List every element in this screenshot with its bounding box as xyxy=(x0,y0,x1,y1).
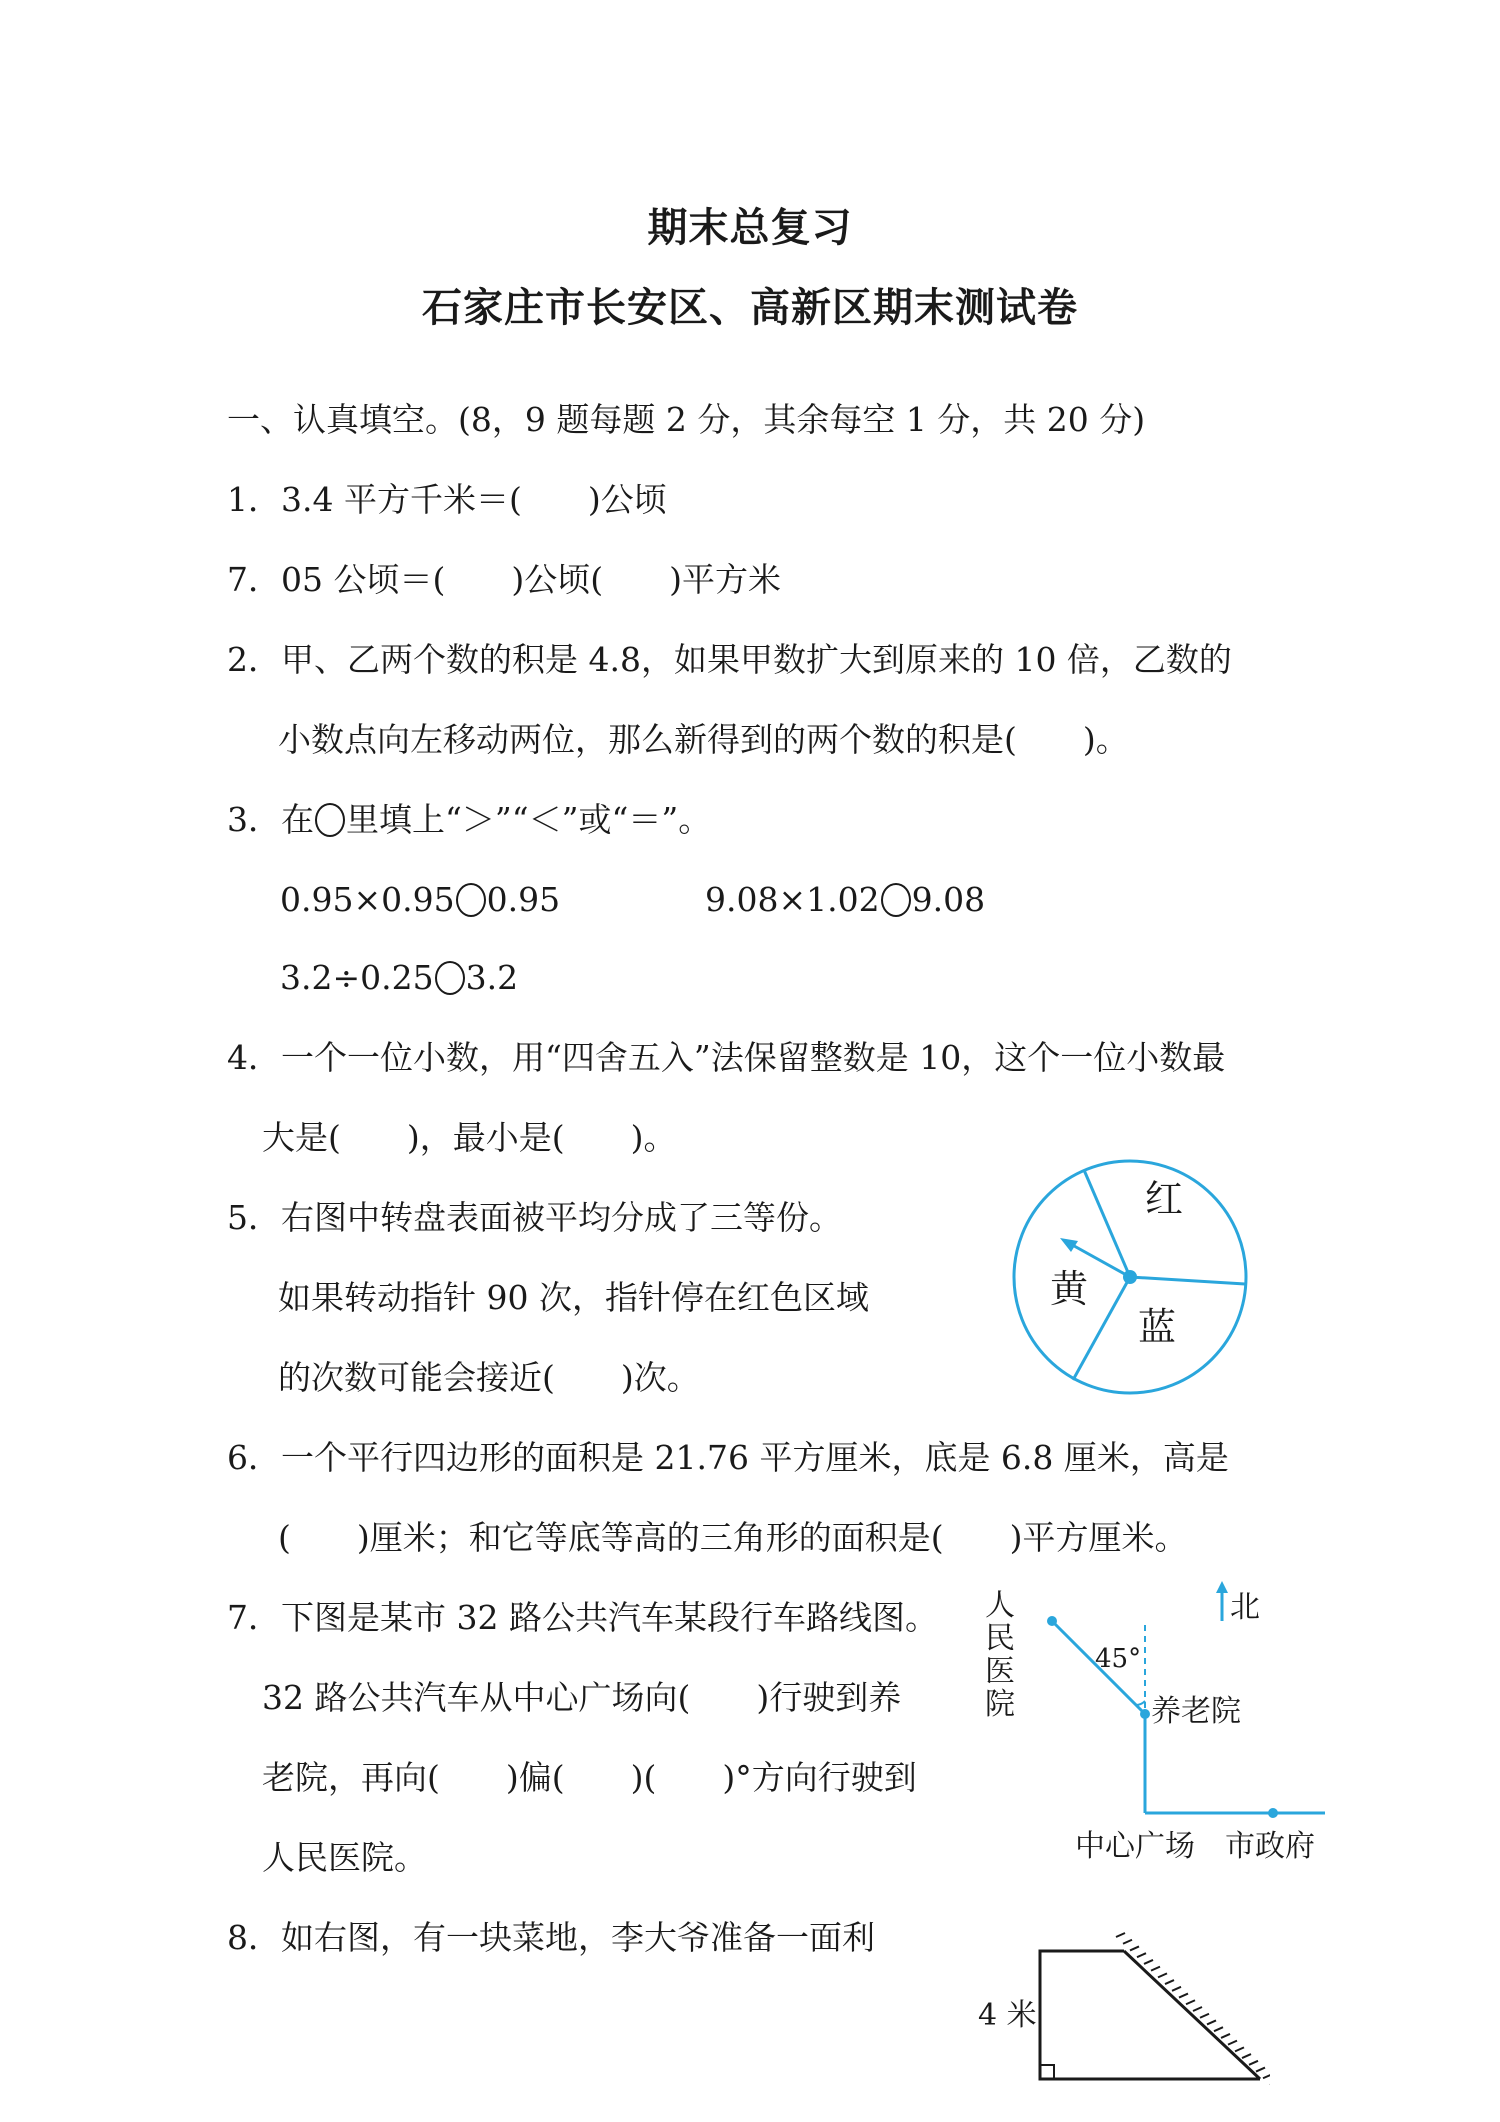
answer-circle-icon[interactable] xyxy=(881,883,911,917)
pointer-arrowhead-icon xyxy=(1060,1238,1078,1252)
hatch-mark xyxy=(1144,1960,1153,1964)
hatch-mark xyxy=(1172,1987,1181,1991)
question-3-prefix: 3．在 xyxy=(227,800,314,839)
question-6-line-2: ( )厘米；和它等底等高的三角形的面积是( )平方厘米。 xyxy=(278,1518,1188,1557)
hatch-mark xyxy=(1116,1933,1125,1937)
question-3-suffix: 里填上“＞”“＜”或“＝”。 xyxy=(346,800,712,839)
side-length-label: 4 米 xyxy=(978,1998,1037,2033)
section-heading: 一、认真填空。(8，9 题每题 2 分，其余每空 1 分，共 20 分) xyxy=(227,400,1146,439)
angle-label: 45° xyxy=(1095,1644,1142,1674)
question-5-line-1: 5．右图中转盘表面被平均分成了三等份。 xyxy=(227,1198,842,1237)
question-1: 1．3.4 平方千米＝( )公顷 xyxy=(227,480,667,519)
expression-left: 0.95×0.95 xyxy=(280,880,455,919)
city-hall-label: 市政府 xyxy=(1225,1829,1315,1864)
hatch-mark xyxy=(1221,2034,1230,2038)
hatch-mark xyxy=(1130,1946,1139,1950)
compare-expression-3 xyxy=(280,958,518,998)
spinner-label-yellow: 黄 xyxy=(1050,1267,1089,1311)
hospital-label: 院 xyxy=(985,1687,1015,1722)
hospital-label: 医 xyxy=(985,1654,1015,1689)
spinner-divider xyxy=(1084,1170,1130,1277)
question-5-line-2: 如果转动指针 90 次，指针停在红色区域 xyxy=(278,1278,869,1317)
page-subtitle: 石家庄市长安区、高新区期末测试卷 xyxy=(422,285,1078,331)
hatch-mark xyxy=(1165,1980,1174,1984)
elder-home-label: 养老院 xyxy=(1151,1694,1241,1729)
hatch-mark xyxy=(1214,2027,1223,2031)
expression-left: 3.2÷0.25 xyxy=(280,958,434,997)
question-2-line-1: 2．甲、乙两个数的积是 4.8，如果甲数扩大到原来的 10 倍，乙数的 xyxy=(227,640,1232,679)
compare-expression-1 xyxy=(280,880,560,920)
field-outline xyxy=(1040,1951,1260,2079)
question-7-line-1: 7．下图是某市 32 路公共汽车某段行车路线图。 xyxy=(227,1598,938,1637)
wall-line xyxy=(1124,1951,1260,2079)
answer-circle-icon[interactable] xyxy=(456,883,486,917)
question-3 xyxy=(227,800,711,840)
compare-expression-2 xyxy=(705,880,985,920)
answer-circle-icon[interactable] xyxy=(435,961,465,995)
right-angle-mark xyxy=(1040,2065,1054,2079)
route-map-diagram xyxy=(975,1575,1345,1875)
hatch-mark xyxy=(1228,2041,1237,2045)
question-2-line-2: 小数点向左移动两位，那么新得到的两个数的积是( )。 xyxy=(278,720,1129,759)
expression-right: 3.2 xyxy=(465,958,519,997)
hospital-label: 民 xyxy=(985,1621,1015,1656)
question-7-line-2: 32 路公共汽车从中心广场向( )行驶到养 xyxy=(262,1678,902,1717)
hatch-mark xyxy=(1249,2061,1258,2065)
hatch-mark xyxy=(1137,1953,1146,1957)
blank-circle-icon xyxy=(315,803,345,837)
hatch-mark xyxy=(1263,2074,1270,2078)
hatch-mark xyxy=(1207,2020,1216,2024)
page-title: 期末总复习 xyxy=(647,205,853,251)
expression-right: 0.95 xyxy=(486,880,561,919)
vegetable-field-diagram xyxy=(970,1925,1270,2105)
spinner-label-red: 红 xyxy=(1145,1177,1184,1221)
question-4-line-2: 大是( )，最小是( )。 xyxy=(262,1118,677,1157)
question-7-line-3: 老院，再向( )偏( )( )°方向行驶到 xyxy=(262,1758,917,1797)
question-5-line-3: 的次数可能会接近( )次。 xyxy=(278,1358,700,1397)
question-4-line-1: 4．一个一位小数，用“四舍五入”法保留整数是 10，这个一位小数最 xyxy=(227,1038,1226,1077)
spinner-center xyxy=(1123,1270,1137,1284)
hatch-mark xyxy=(1256,2068,1265,2072)
expression-left: 9.08×1.02 xyxy=(705,880,880,919)
spinner-divider xyxy=(1130,1277,1245,1284)
question-7-line-4: 人民医院。 xyxy=(262,1838,427,1877)
hatch-mark xyxy=(1123,1940,1132,1944)
wall-hatch-marks xyxy=(1116,1933,1270,2085)
hatch-mark xyxy=(1179,1994,1188,1998)
hatch-mark xyxy=(1242,2054,1251,2058)
city-hall-stop xyxy=(1268,1808,1278,1818)
hospital-label: 人 xyxy=(985,1588,1015,1623)
hatch-mark xyxy=(1193,2007,1202,2011)
spinner-diagram xyxy=(1005,1152,1255,1402)
hatch-mark xyxy=(1151,1967,1160,1971)
north-arrowhead-icon xyxy=(1216,1581,1228,1593)
question-8-line-1: 8．如右图，有一块菜地，李大爷准备一面利 xyxy=(227,1918,875,1957)
hatch-mark xyxy=(1158,1973,1167,1977)
hatch-mark xyxy=(1235,2047,1244,2051)
question-1-part-b: 7．05 公顷＝( )公顷( )平方米 xyxy=(227,560,781,599)
hatch-mark xyxy=(1186,2000,1195,2004)
center-square-label: 中心广场 xyxy=(1075,1829,1195,1864)
north-label: 北 xyxy=(1230,1590,1260,1625)
question-6-line-1: 6．一个平行四边形的面积是 21.76 平方厘米，底是 6.8 厘米，高是 xyxy=(227,1438,1229,1477)
angle-arc xyxy=(1136,1701,1145,1705)
hatch-mark xyxy=(1200,2014,1209,2018)
spinner-label-blue: 蓝 xyxy=(1138,1305,1177,1349)
expression-right: 9.08 xyxy=(911,880,986,919)
